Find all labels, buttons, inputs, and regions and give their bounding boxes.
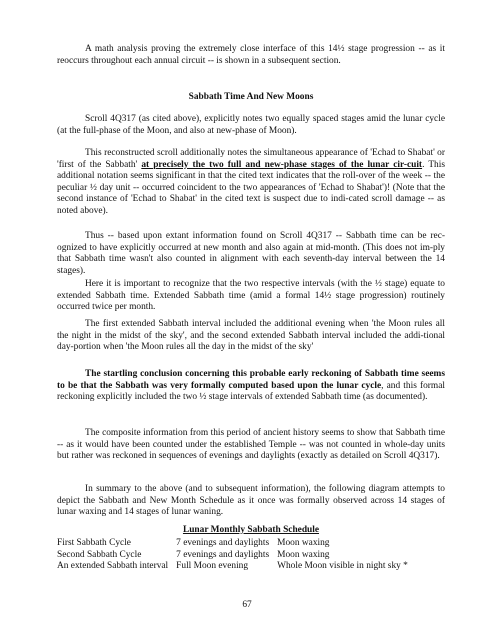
p3-emphasis: at precisely the two full and new-phase stages of the lunar cir-cuit	[141, 159, 423, 170]
schedule-cell: Whole Moon visible in night sky *	[277, 561, 408, 572]
paragraph-composite: The composite information from this period of ancient history seems to show that Sabbath time -- as it would have been counted under the established Temple -- was not counted in whole-day units but rather was reckoned in sequences of evenings and daylights (exactly as detailed on Scroll 4Q317).	[57, 428, 445, 462]
schedule-cell: Full Moon evening	[176, 561, 249, 572]
paragraph-reconstructed-scroll	[57, 148, 445, 218]
paragraph-math-analysis: A math analysis proving the extremely close interface of this 14½ stage progression -- as it reoccurs throughout each annual circuit -- is shown in a subsequent section.	[57, 44, 445, 66]
table-row	[57, 538, 416, 550]
conclusion-bold: The startling conclusion concerning this probable early reckoning of Sabbath time seems to be that the Sabbath was very formally computed based upon the lunar cycle	[57, 369, 445, 391]
schedule-cell: Moon waxing	[277, 538, 330, 548]
schedule-cell: Moon waxing	[277, 549, 330, 560]
conclusion-rest: , and this formal reckoning explicitly included the two ½ stage intervals of extended Sabbath time (as documented).	[57, 380, 445, 403]
paragraph-first-extended: The first extended Sabbath interval included the additional evening when 'the Moon rules all the night in the midst of the sky', and the second extended Sabbath interval included the addi-tional day-portion when 'the Moon rules all the day in the midst of the sky'	[57, 319, 445, 353]
p3-text-a: This reconstructed scroll additionally notes the simultaneous appearance of 'Echad to Shabat' or 'first of the Sabbath'	[57, 148, 445, 170]
schedule-title: Lunar Monthly Sabbath Schedule	[182, 525, 320, 535]
schedule-cell: First Sabbath Cycle	[57, 538, 131, 548]
schedule-cell: An extended Sabbath interval	[57, 561, 169, 572]
section-heading: Sabbath Time And New Moons	[188, 92, 314, 102]
paragraph-two-intervals: Here it is important to recognize that the two respective intervals (with the ½ stage) equate to extended Sabbath time. Extended Sabbath time (amid a formal 14½ stage progression) routinely occurred twice per month.	[57, 279, 445, 313]
paragraph-summary: In summary to the above (and to subsequent information), the following diagram attempts to depict the Sabbath and New Month Schedule as it once was formally observed across 14 stages of lunar waxing and 14 stages of lunar waning.	[57, 484, 445, 518]
page-number: 67	[242, 600, 252, 610]
schedule-cell: Second Sabbath Cycle	[57, 549, 142, 560]
paragraph-conclusion	[57, 369, 445, 404]
paragraph-scroll-4q317: Scroll 4Q317 (as cited above), explicitly notes two equally spaced stages amid the lunar cycle (at the full-phase of the Moon, and also at new-phase of Moon).	[57, 114, 445, 136]
p3-text-c: . This additional notation seems significant in that the cited text indicates that the roll-over of the week -- the peculiar ½ day unit -- occurred coincident to the two appearances of 'Echad to Shabat')! (Note that the second instance of 'Echad to Shabat' in the cited text is suspect due to indi-cated scroll damage -- as noted above).	[57, 159, 445, 216]
schedule-cell: 7 evenings and daylights	[176, 538, 270, 548]
table-row	[57, 561, 416, 573]
schedule-table	[57, 538, 416, 573]
schedule-cell: 7 evenings and daylights	[176, 549, 270, 560]
paragraph-thus: Thus -- based upon extant information found on Scroll 4Q317 -- Sabbath time can be rec-ognized to have explicitly occurred at new month and also again at mid-month. (This does not im-ply that Sabbath time wasn't also counted in alignment with each seventh-day interval between the 14 stages).	[57, 231, 445, 276]
table-row	[57, 550, 416, 562]
